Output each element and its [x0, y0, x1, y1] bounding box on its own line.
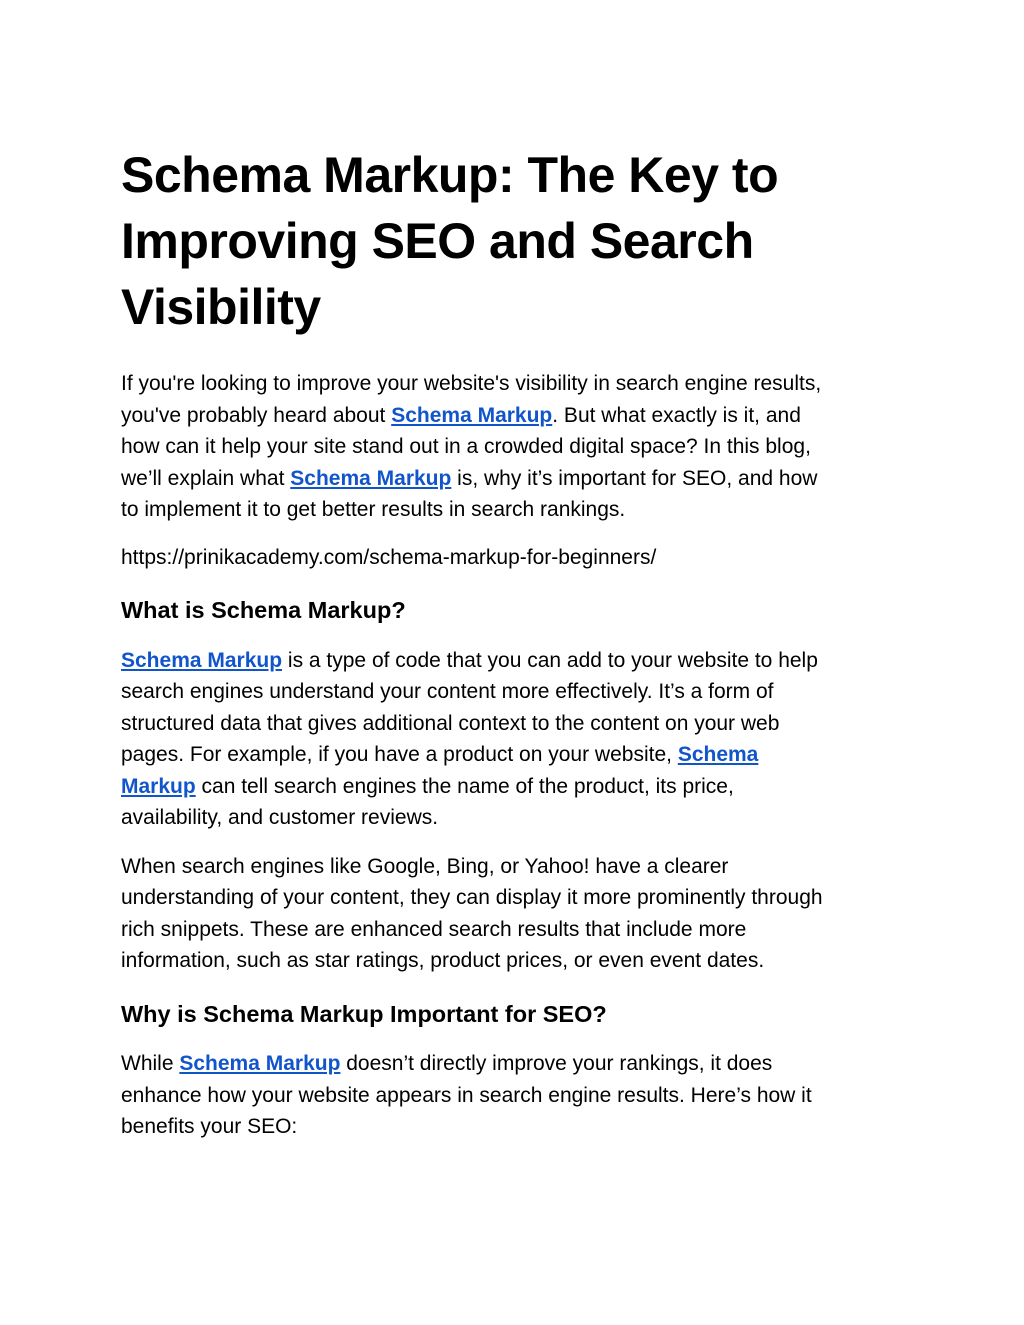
text-run: we’ll explain what — [121, 466, 291, 490]
text-line — [121, 945, 927, 977]
text-line — [121, 274, 927, 340]
text-run: doesn’t directly improve your rankings, it does — [340, 1052, 773, 1075]
text-run: is, why it’s important for SEO, and how — [451, 466, 818, 490]
document-title — [121, 142, 927, 340]
paragraph-intro — [121, 368, 927, 526]
document-body — [121, 142, 927, 1143]
text-line — [121, 1080, 927, 1112]
text-line — [121, 676, 927, 708]
schema-markup-link[interactable]: Schema Markup — [121, 648, 283, 672]
schema-markup-link[interactable]: Schema — [677, 743, 759, 766]
paragraph-rich-snippets — [121, 851, 927, 977]
text-run: Improving SEO and Search — [121, 213, 754, 269]
text-line — [121, 542, 927, 574]
text-run: information, such as star ratings, product prices, or even event dates. — [121, 949, 765, 972]
source-url-text — [121, 542, 927, 574]
text-run: When search engines like Google, Bing, or Yahoo! have a clearer — [121, 854, 729, 878]
text-line — [121, 431, 927, 463]
text-run: to implement it to get better results in search rankings. — [121, 498, 626, 521]
text-run: https://prinikacademy.com/schema-markup-for-beginners/ — [121, 545, 657, 569]
text-line — [121, 1111, 927, 1143]
text-line — [121, 400, 927, 432]
text-run: pages. For example, if you have a product on your website, — [121, 743, 678, 766]
text-run: you've probably heard about — [121, 403, 392, 427]
text-run: If you're looking to improve your website's visibility in search engine results, — [121, 372, 822, 395]
heading-what-is-schema-markup — [121, 595, 927, 627]
text-run: enhance how your website appears in search engine results. Here’s how it — [121, 1083, 812, 1107]
text-line — [121, 208, 927, 274]
text-line — [121, 142, 927, 208]
text-line — [121, 771, 927, 803]
heading-why-important-seo — [121, 999, 927, 1031]
schema-markup-link[interactable]: Schema Markup — [179, 1052, 341, 1075]
text-run: is a type of code that you can add to your website to help — [282, 648, 818, 672]
schema-markup-link[interactable]: Schema Markup — [290, 466, 452, 490]
paragraph-definition — [121, 645, 927, 834]
text-run: can tell search engines the name of the product, its price, — [195, 774, 734, 798]
text-line — [121, 595, 927, 627]
schema-markup-link[interactable]: Schema Markup — [391, 403, 553, 427]
text-line — [121, 739, 927, 771]
paragraph-benefits-intro — [121, 1048, 927, 1143]
text-line — [121, 1048, 927, 1080]
schema-markup-link[interactable]: Markup — [121, 774, 196, 798]
text-run: how can it help your site stand out in a crowded digital space? In this blog, — [121, 435, 811, 458]
text-line — [121, 999, 927, 1031]
text-line — [121, 645, 927, 677]
text-run: benefits your SEO: — [121, 1115, 298, 1138]
text-run: Why is Schema Markup Important for SEO? — [121, 1000, 607, 1027]
text-line — [121, 708, 927, 740]
text-run: structured data that gives additional context to the content on your web — [121, 711, 780, 735]
text-line — [121, 882, 927, 914]
text-run: rich snippets. These are enhanced search results that include more — [121, 917, 747, 941]
text-run: Visibility — [121, 279, 321, 335]
text-line — [121, 914, 927, 946]
text-run: availability, and customer reviews. — [121, 806, 439, 829]
text-line — [121, 802, 927, 834]
text-run: search engines understand your content more effectively. It’s a form of — [121, 680, 774, 703]
text-run: While — [121, 1052, 180, 1075]
text-line — [121, 463, 927, 495]
text-line — [121, 494, 927, 526]
text-run: What is Schema Markup? — [121, 597, 406, 623]
text-run: Schema Markup: The Key to — [121, 147, 779, 203]
text-run: understanding of your content, they can display it more prominently through — [121, 886, 823, 909]
text-line — [121, 851, 927, 883]
text-line — [121, 368, 927, 400]
text-run: . But what exactly is it, and — [552, 403, 801, 427]
